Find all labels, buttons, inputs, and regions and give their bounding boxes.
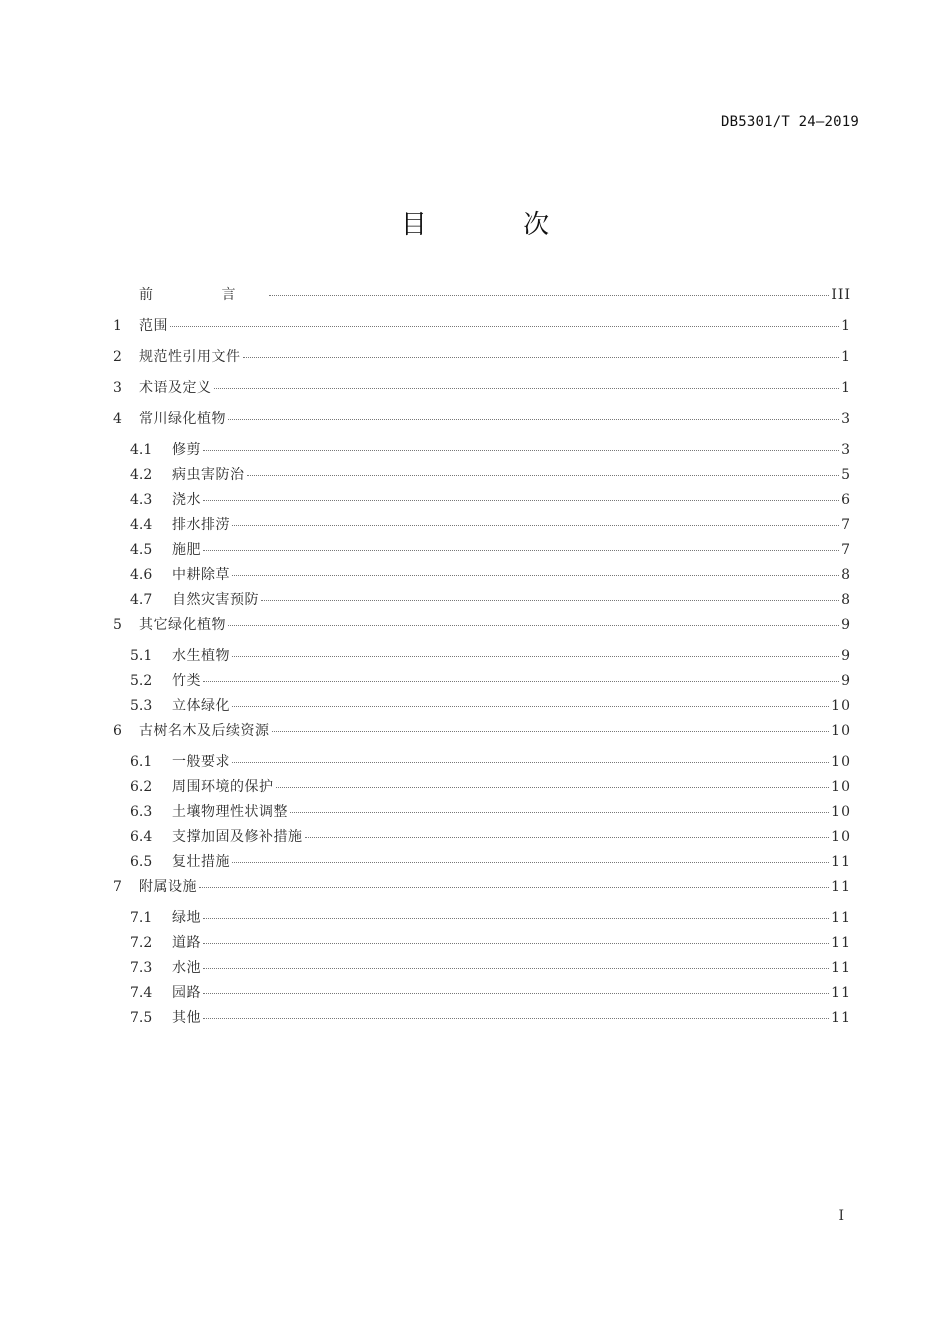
- toc-entry-label: 园路: [172, 985, 201, 1001]
- toc-entry-label: 自然灾害预防: [172, 592, 259, 608]
- toc-entry[interactable]: [113, 876, 851, 907]
- toc-entry[interactable]: [113, 408, 851, 439]
- toc-entry-page: 1: [841, 380, 851, 396]
- toc-entry-label: 立体绿化: [172, 698, 230, 714]
- toc-entry-number: 4.2: [130, 467, 153, 483]
- toc-entry-number: 6.2: [130, 779, 153, 795]
- toc-dot-leader: [232, 511, 839, 526]
- toc-entry-number: 7.5: [130, 1010, 153, 1026]
- toc-entry-number: 6.3: [130, 804, 153, 820]
- toc-entry[interactable]: [113, 614, 851, 645]
- toc-entry-label: 其它绿化植物: [139, 617, 226, 633]
- toc-dot-leader: [276, 773, 830, 788]
- toc-entry-page: 3: [841, 411, 851, 427]
- toc-entry-page: 9: [841, 617, 851, 633]
- table-of-contents: [113, 284, 851, 1032]
- toc-entry-label: 古树名木及后续资源: [139, 723, 270, 739]
- toc-entry-label: 常川绿化植物: [139, 411, 226, 427]
- toc-entry-label: 道路: [172, 935, 201, 951]
- toc-entry[interactable]: [113, 377, 851, 408]
- toc-entry-number: 6.5: [130, 854, 153, 870]
- toc-entry-number: 1: [113, 318, 122, 334]
- toc-dot-leader: [228, 405, 839, 420]
- toc-entry-number: 5: [113, 617, 122, 633]
- toc-entry[interactable]: [113, 346, 851, 377]
- toc-dot-leader: [203, 904, 829, 919]
- toc-entry-number: 2: [113, 349, 122, 365]
- toc-dot-leader: [203, 436, 839, 451]
- toc-entry-page: 11: [831, 935, 851, 951]
- toc-entry-label: 一般要求: [172, 754, 230, 770]
- toc-entry-number: 7.1: [130, 910, 153, 926]
- toc-entry-page: 10: [831, 779, 851, 795]
- toc-entry-page: 11: [831, 879, 851, 895]
- toc-entry-number: 7.4: [130, 985, 153, 1001]
- toc-dot-leader: [203, 929, 829, 944]
- toc-entry-page: 7: [841, 517, 851, 533]
- toc-entry-page: 11: [831, 910, 851, 926]
- toc-dot-leader: [272, 717, 830, 732]
- page-title: 目 次: [400, 210, 594, 240]
- toc-entry-page: 10: [831, 698, 851, 714]
- document-code: DB5301/T 24—2019: [720, 114, 859, 130]
- toc-dot-leader: [203, 954, 829, 969]
- toc-entry-number: 5.3: [130, 698, 153, 714]
- toc-entry[interactable]: [113, 284, 851, 315]
- toc-entry-number: 6.4: [130, 829, 153, 845]
- toc-dot-leader: [203, 536, 839, 551]
- toc-entry-number: 4.4: [130, 517, 153, 533]
- toc-entry-page: 10: [831, 723, 851, 739]
- toc-entry-page: 3: [841, 442, 851, 458]
- toc-entry-label: 前 言: [139, 287, 268, 303]
- toc-entry-label: 支撑加固及修补措施: [172, 829, 303, 845]
- toc-entry-page: 10: [831, 754, 851, 770]
- toc-entry-label: 周围环境的保护: [172, 779, 274, 795]
- toc-dot-leader: [247, 461, 840, 476]
- toc-entry-number: 6: [113, 723, 122, 739]
- toc-dot-leader: [232, 748, 829, 763]
- toc-entry-label: 范围: [139, 318, 168, 334]
- toc-entry-page: 11: [831, 854, 851, 870]
- toc-entry-label: 绿地: [172, 910, 201, 926]
- toc-entry[interactable]: [113, 1007, 851, 1032]
- toc-entry-number: 5.2: [130, 673, 153, 689]
- toc-entry-number: 4.6: [130, 567, 153, 583]
- toc-entry-label: 水池: [172, 960, 201, 976]
- toc-dot-leader: [232, 848, 829, 863]
- toc-dot-leader: [243, 343, 840, 358]
- toc-entry-label: 竹类: [172, 673, 201, 689]
- toc-entry-label: 中耕除草: [172, 567, 230, 583]
- toc-dot-leader: [203, 667, 839, 682]
- toc-dot-leader: [199, 873, 829, 888]
- toc-dot-leader: [228, 611, 839, 626]
- toc-entry-number: 7.2: [130, 935, 153, 951]
- toc-entry-page: 11: [831, 1010, 851, 1026]
- toc-entry-number: 4.3: [130, 492, 153, 508]
- toc-entry-number: 6.1: [130, 754, 153, 770]
- toc-entry-number: 3: [113, 380, 122, 396]
- toc-entry-label: 土壤物理性状调整: [172, 804, 288, 820]
- toc-entry-number: 5.1: [130, 648, 153, 664]
- toc-entry[interactable]: [113, 720, 851, 751]
- toc-dot-leader: [170, 312, 839, 327]
- toc-dot-leader: [232, 561, 839, 576]
- toc-entry-label: 病虫害防治: [172, 467, 245, 483]
- toc-dot-leader: [203, 486, 839, 501]
- toc-entry-number: 4.7: [130, 592, 153, 608]
- toc-entry-page: 9: [841, 648, 851, 664]
- toc-entry-label: 排水排涝: [172, 517, 230, 533]
- toc-entry-label: 其他: [172, 1010, 201, 1026]
- toc-entry-number: 4.1: [130, 442, 153, 458]
- toc-entry-label: 术语及定义: [139, 380, 212, 396]
- toc-entry[interactable]: [113, 315, 851, 346]
- toc-entry-label: 修剪: [172, 442, 201, 458]
- toc-entry-page: 1: [841, 318, 851, 334]
- toc-dot-leader: [269, 281, 829, 296]
- toc-entry-page: 10: [831, 804, 851, 820]
- toc-dot-leader: [232, 642, 839, 657]
- toc-entry-page: 6: [841, 492, 851, 508]
- toc-entry-label: 浇水: [172, 492, 201, 508]
- toc-entry-page: 5: [841, 467, 851, 483]
- toc-entry-page: 11: [831, 960, 851, 976]
- toc-dot-leader: [232, 692, 829, 707]
- toc-entry-page: 11: [831, 985, 851, 1001]
- toc-entry-label: 水生植物: [172, 648, 230, 664]
- toc-entry-label: 规范性引用文件: [139, 349, 241, 365]
- toc-entry-label: 复壮措施: [172, 854, 230, 870]
- toc-entry-number: 4: [113, 411, 122, 427]
- toc-entry-page: 8: [841, 567, 851, 583]
- toc-entry-label: 附属设施: [139, 879, 197, 895]
- toc-dot-leader: [203, 1004, 829, 1019]
- toc-dot-leader: [203, 979, 829, 994]
- toc-entry-page: 9: [841, 673, 851, 689]
- toc-entry-page: 1: [841, 349, 851, 365]
- toc-entry-number: 7.3: [130, 960, 153, 976]
- toc-entry-page: 8: [841, 592, 851, 608]
- toc-entry-page: 10: [831, 829, 851, 845]
- toc-entry-number: 7: [113, 879, 122, 895]
- toc-entry-number: 4.5: [130, 542, 153, 558]
- toc-entry-label: 施肥: [172, 542, 201, 558]
- toc-dot-leader: [305, 823, 830, 838]
- toc-dot-leader: [290, 798, 829, 813]
- toc-dot-leader: [261, 586, 839, 601]
- footer-page-number: I: [838, 1208, 844, 1224]
- toc-entry-page: III: [831, 287, 851, 303]
- toc-dot-leader: [214, 374, 840, 389]
- toc-entry-page: 7: [841, 542, 851, 558]
